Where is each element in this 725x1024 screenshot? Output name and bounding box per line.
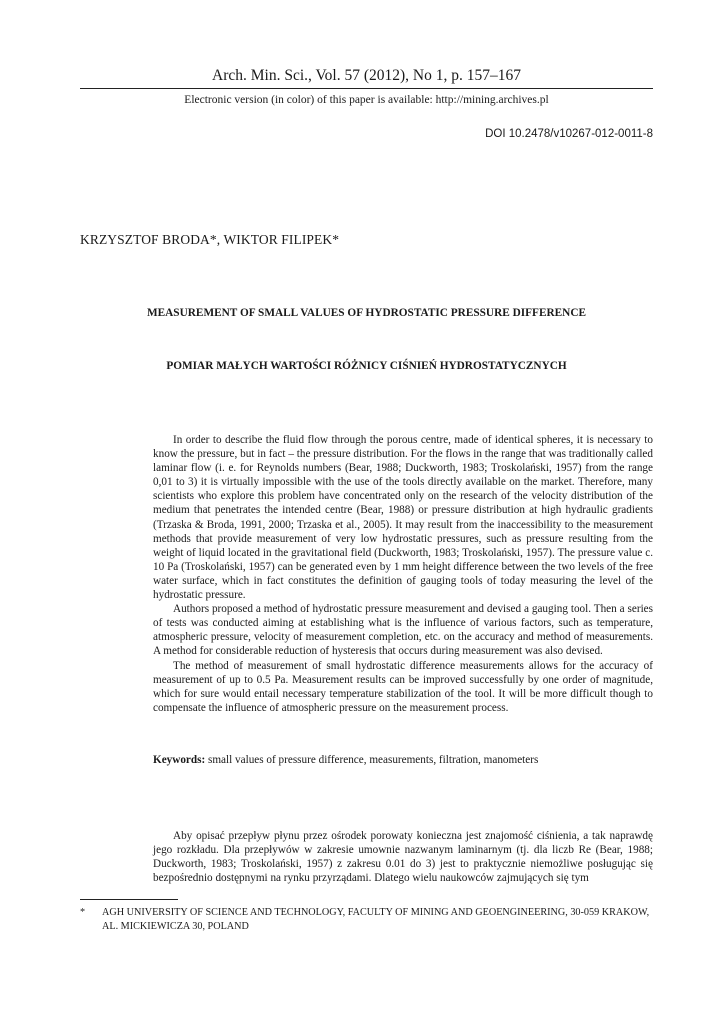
abstract (153, 433, 653, 715)
abstract-paragraph: In order to describe the fluid flow through the porous centre, made of identical spheres, it is necessary to know the pressure, but in fact – the pressure distribution. For the flows in the range that was traditionally called laminar flow (i. e. for Reynolds numbers (Bear, 1988; Duckworth, 1983; Troskolański, 1957) from the range 0,01 to 3) it is virtually impossible with the use of the tools directly available on the market. Therefore, many scientists who explore this problem have concentrated only on the research of the velocity distribution of the medium that penetrates the intended centre (Bear, 1988) or pressure distribution at high hydraulic gradients (Trzaska & Broda, 1991, 2000; Trzaska et al., 2005). It may result from the inaccessibility to the measurement methods that provide measurement of very low hydrostatic pressures, such as pressure resulting from the weight of liquid located in the gravitational field (Duckworth, 1983; Troskolański, 1957). The pressure value c. 10 Pa (Troskolański, 1957) can be generated even by 1 mm height difference between the two levels of the free water surface, which in fact constitutes the definition of gauging tools of today measuring the level of the hydrostatic pressure. (153, 434, 653, 602)
header-rule (80, 88, 653, 89)
footnote-mark: * (80, 907, 86, 918)
keywords-text: small values of pressure difference, measurements, filtration, manometers (208, 754, 539, 766)
title-polish: POMIAR MAŁYCH WARTOŚCI RÓŻNICY CIŚNIEŃ HYDROSTATYCZNYCH (166, 360, 567, 372)
title-english: MEASUREMENT OF SMALL VALUES OF HYDROSTATIC PRESSURE DIFFERENCE (146, 307, 587, 319)
polish-body-text (153, 829, 653, 885)
keywords-label: Keywords: (153, 754, 206, 766)
footnote-rule (80, 899, 178, 900)
footnote-text: AGH UNIVERSITY OF SCIENCE AND TECHNOLOGY, FACULTY OF MINING AND GEOENGINEERING, 30-059 KRAKOW, AL. MICKIEWICZA 30, POLAND (102, 907, 650, 932)
abstract-paragraph: Authors proposed a method of hydrostatic pressure measurement and devised a gauging tool. Then a series of tests was conducted aiming at establishing what is the influence of various factors, such as temperature, atmospheric pressure, velocity of measurement completion, etc. on the accuracy and method of measurements. A method for considerable reduction of hysteresis that occurs during measurement was also devised. (153, 603, 653, 658)
keywords (153, 754, 653, 766)
body-paragraph: Aby opisać przepływ płynu przez ośrodek porowaty konieczna jest znajomość ciśnienia, a tak naprawdę jego rozkładu. Dla przepływów w zakresie umownie nazwanym laminarnym (tj. dla liczb Re (Bear, 1988; Duckworth, 1983; Troskolański, 1957) z zakresu 0.01 do 3) jest to praktycznie niemożliwe posługując się bezpośrednio dostępnymi na rynku przyrządami. Dlatego wielu naukowców zajmujących się tym (153, 830, 653, 885)
electronic-version-note: Electronic version (in color) of this paper is available: http://mining.archives.pl (184, 94, 549, 106)
authors: KRZYSZTOF BRODA*, WIKTOR FILIPEK* (80, 232, 340, 247)
doi: DOI 10.2478/v10267-012-0011-8 (485, 128, 653, 140)
footnote (80, 906, 655, 933)
journal-citation: Arch. Min. Sci., Vol. 57 (2012), No 1, p. 157–167 (212, 67, 521, 84)
abstract-paragraph: The method of measurement of small hydrostatic difference measurements allows for the accuracy of measurement of up to 0.5 Pa. Measurement results can be improved successfully by one order of magnitude, which for sure would entail necessary temperature stabilization of the tool. It will be more difficult though to compensate the influence of atmospheric pressure on the measurement process. (153, 659, 653, 714)
